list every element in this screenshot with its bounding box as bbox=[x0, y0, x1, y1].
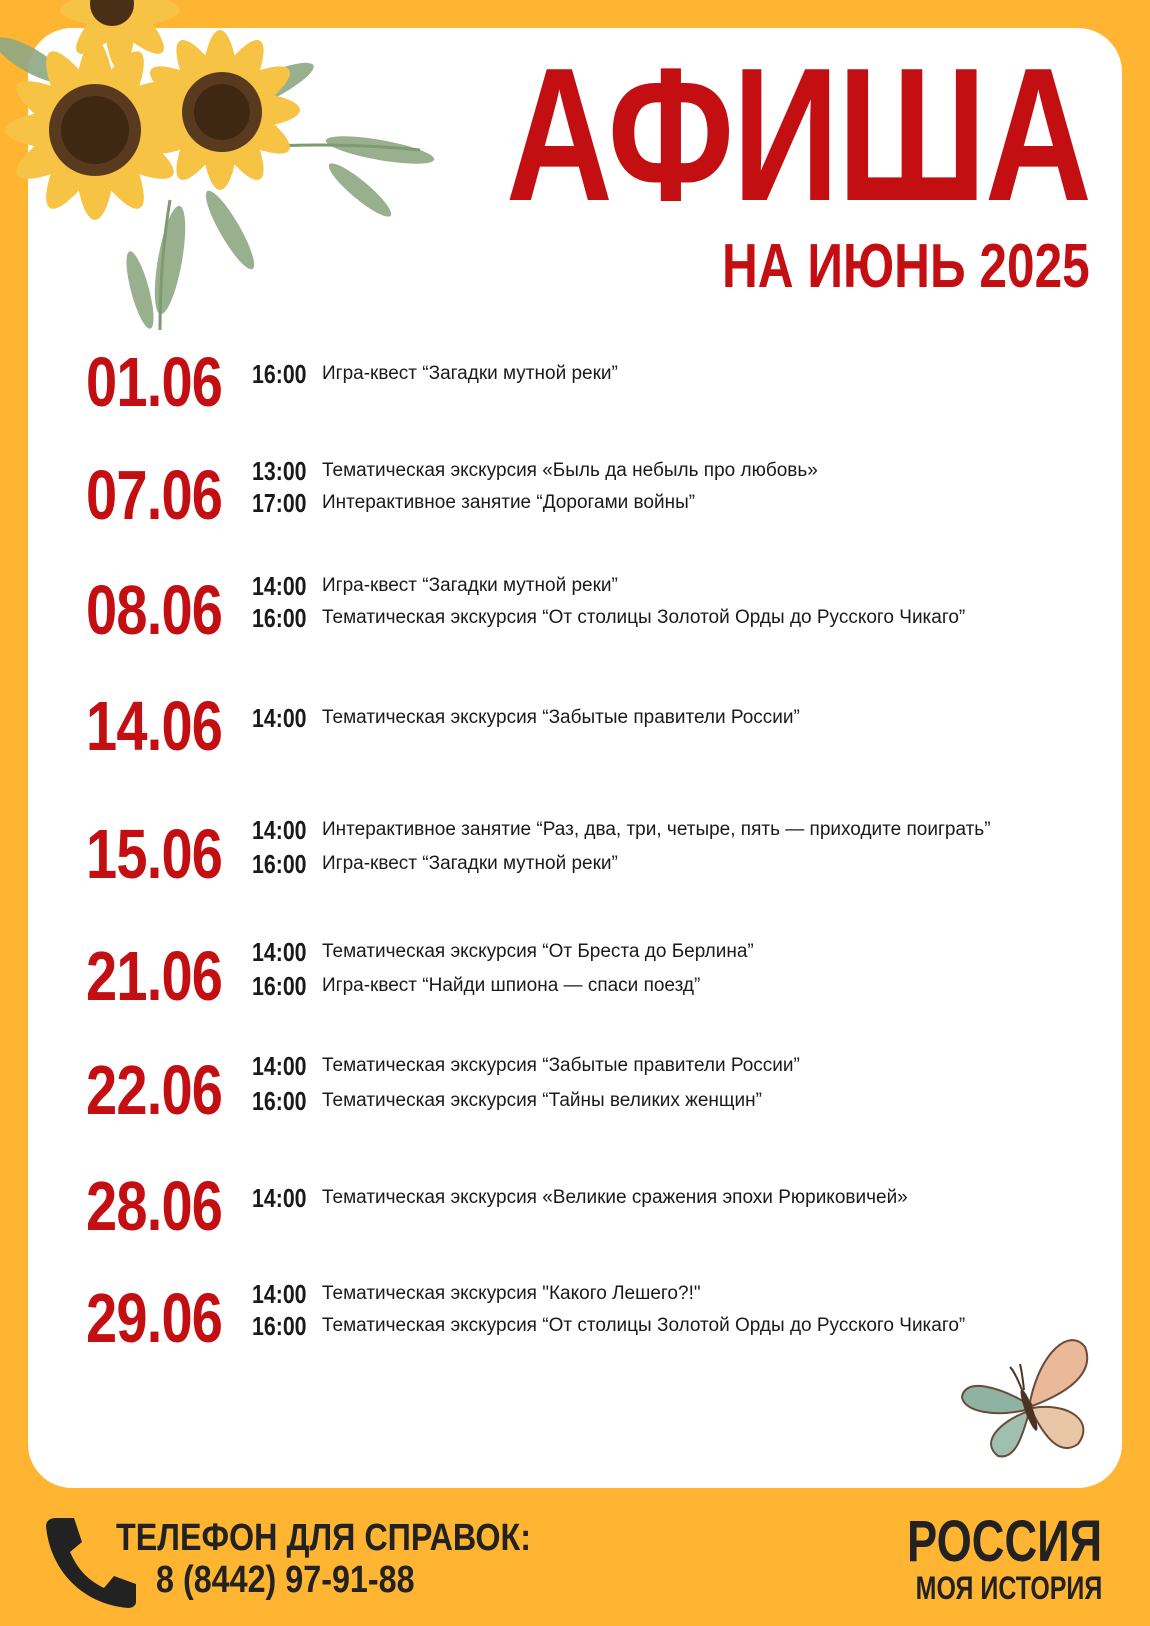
event-title: Интерактивное занятие “Раз, два, три, четыре, пять — приходите поиграть” bbox=[322, 819, 991, 840]
event-row bbox=[86, 570, 1086, 650]
event-time: 16:00 bbox=[252, 971, 307, 1001]
event-title: Тематическая экскурсия “Забытые правители России” bbox=[322, 1055, 800, 1076]
event-slot bbox=[252, 455, 818, 487]
event-title: Тематическая экскурсия “Забытые правители России” bbox=[322, 707, 800, 728]
brand-logo-bottom: МОЯ ИСТОРИЯ bbox=[915, 1570, 1102, 1606]
event-date: 28.06 bbox=[86, 1167, 223, 1245]
phone-number: 8 (8442) 97-91-88 bbox=[156, 1559, 415, 1601]
event-title: Игра-квест “Найди шпиона — спаси поезд” bbox=[322, 975, 701, 996]
event-time: 14:00 bbox=[252, 571, 307, 601]
event-date: 22.06 bbox=[86, 1051, 223, 1129]
event-time: 16:00 bbox=[252, 1311, 307, 1341]
event-title: Тематическая экскурсия “От Бреста до Берлина” bbox=[322, 941, 754, 962]
event-title: Тематическая экскурсия “От столицы Золотой Орды до Русского Чикаго” bbox=[322, 1315, 966, 1336]
event-date: 15.06 bbox=[86, 815, 223, 893]
event-title: Игра-квест “Загадки мутной реки” bbox=[322, 363, 618, 384]
event-row bbox=[86, 936, 1086, 1016]
event-time: 14:00 bbox=[252, 1279, 307, 1309]
event-row bbox=[86, 814, 1086, 894]
event-time: 14:00 bbox=[252, 815, 307, 845]
event-slot bbox=[252, 970, 701, 1002]
event-slot bbox=[252, 702, 800, 734]
event-row bbox=[86, 342, 1086, 422]
page-title: АФИША bbox=[505, 29, 1090, 241]
event-slot bbox=[252, 1310, 966, 1342]
event-date: 21.06 bbox=[86, 937, 223, 1015]
event-row bbox=[86, 686, 1086, 766]
event-time: 13:00 bbox=[252, 456, 307, 486]
event-time: 16:00 bbox=[252, 1086, 307, 1116]
event-title: Игра-квест “Загадки мутной реки” bbox=[322, 575, 618, 596]
sunflower-decoration bbox=[0, 0, 460, 350]
event-title: Тематическая экскурсия "Какого Лешего?!" bbox=[322, 1283, 701, 1304]
event-slot bbox=[252, 1278, 701, 1310]
brand-logo-top: РОССИЯ bbox=[906, 1509, 1102, 1574]
event-row bbox=[86, 1278, 1086, 1358]
event-slot bbox=[252, 936, 754, 968]
event-title: Тематическая экскурсия «Великие сражения эпохи Рюриковичей» bbox=[322, 1187, 908, 1208]
event-row bbox=[86, 455, 1086, 535]
event-time: 14:00 bbox=[252, 937, 307, 967]
event-slot bbox=[252, 1085, 762, 1117]
event-slot bbox=[252, 848, 618, 880]
event-date: 07.06 bbox=[86, 456, 223, 534]
event-slot bbox=[252, 1182, 908, 1214]
event-slot bbox=[252, 1050, 800, 1082]
event-date: 14.06 bbox=[86, 687, 223, 765]
event-date: 29.06 bbox=[86, 1279, 223, 1357]
event-slot bbox=[252, 814, 991, 846]
page-subtitle: НА ИЮНЬ 2025 bbox=[722, 232, 1090, 301]
event-date: 08.06 bbox=[86, 571, 223, 649]
event-title: Тематическая экскурсия «Быль да небыль про любовь» bbox=[322, 460, 818, 481]
event-time: 14:00 bbox=[252, 1183, 307, 1213]
event-time: 16:00 bbox=[252, 849, 307, 879]
event-slot bbox=[252, 570, 618, 602]
event-time: 14:00 bbox=[252, 1051, 307, 1081]
event-date: 01.06 bbox=[86, 343, 223, 421]
butterfly-decoration bbox=[960, 1332, 1100, 1462]
event-slot bbox=[252, 358, 618, 390]
event-row bbox=[86, 1050, 1086, 1130]
event-time: 16:00 bbox=[252, 359, 307, 389]
event-time: 16:00 bbox=[252, 603, 307, 633]
event-title: Интерактивное занятие “Дорогами войны” bbox=[322, 492, 696, 513]
event-time: 17:00 bbox=[252, 488, 307, 518]
event-slot bbox=[252, 602, 966, 634]
event-slot bbox=[252, 487, 696, 519]
event-time: 14:00 bbox=[252, 703, 307, 733]
event-row bbox=[86, 1166, 1086, 1246]
event-title: Тематическая экскурсия “Тайны великих женщин” bbox=[322, 1090, 762, 1111]
event-title: Тематическая экскурсия “От столицы Золотой Орды до Русского Чикаго” bbox=[322, 607, 966, 628]
phone-label: ТЕЛЕФОН ДЛЯ СПРАВОК: bbox=[116, 1517, 532, 1559]
event-title: Игра-квест “Загадки мутной реки” bbox=[322, 853, 618, 874]
